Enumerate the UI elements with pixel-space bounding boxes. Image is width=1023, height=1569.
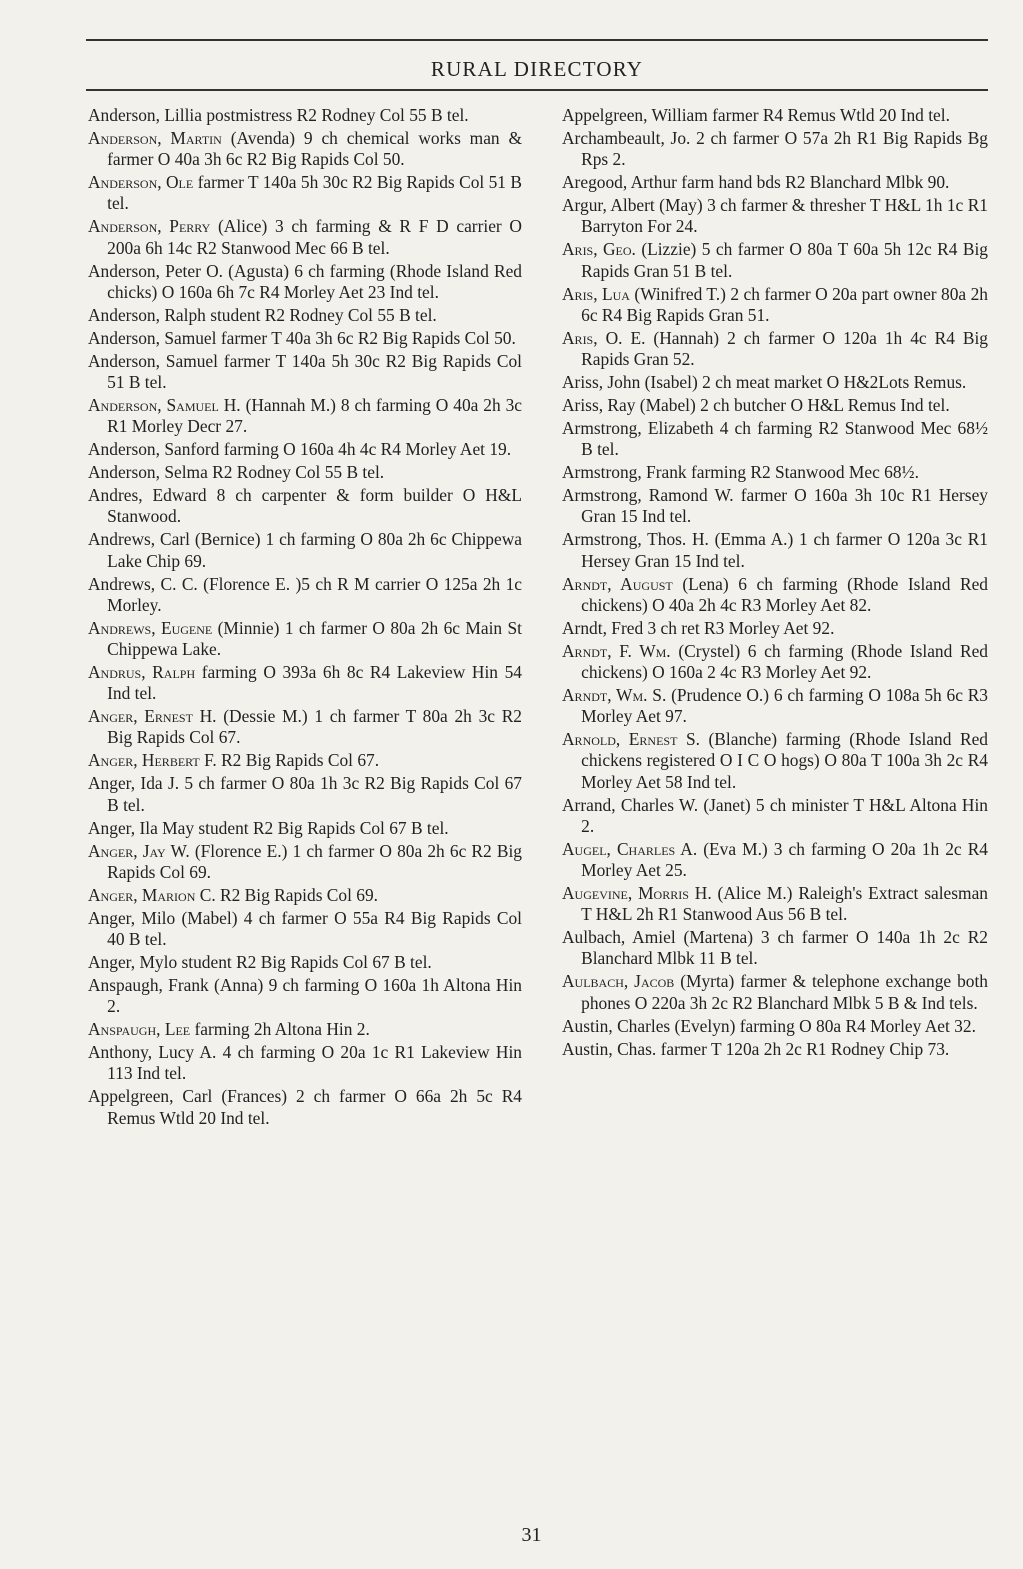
entry-details: (Hannah) 2 ch farmer O 120a 1h 4c R4 Big Rapids Gran 52. [581, 327, 988, 370]
directory-entry [88, 818, 522, 839]
entry-name: Aregood, Arthur [562, 172, 677, 193]
entry-name: Anderson, Selma [88, 462, 208, 483]
entry-name: Armstrong, Ramond W. [562, 485, 734, 506]
entry-details: 4 ch farming O 20a 1c R1 Lakeview Hin 113 Ind tel. [107, 1042, 522, 1084]
directory-entry [88, 351, 522, 393]
entry-name: Ariss, Ray [562, 395, 636, 416]
entry-name: Anderson, Perry [88, 216, 211, 237]
entry-details: (Bernice) 1 ch farming O 80a 2h 6c Chippewa Lake Chip 69. [107, 529, 522, 571]
entry-details: 4 ch farming R2 Stanwood Mec 68½ B tel. [581, 418, 988, 460]
page-header: RURAL DIRECTORY [430, 57, 644, 81]
entry-details: (Lizzie) 5 ch farmer O 80a T 60a 5h 12c R4 Big Rapids Gran 51 B tel. [581, 239, 988, 281]
entry-details: (Winifred T.) 2 ch farmer O 20a part owner 80a 2h 6c R4 Big Rapids Gran 51. [581, 283, 988, 325]
entry-name: Anderson, Martin [88, 128, 222, 148]
entry-details: farming 2h Altona Hin 2. [190, 1019, 370, 1040]
entry-details: (Blanche) farming (Rhode Island Red chickens registered O I C O hogs) O 80a T 100a 3h 2c R4 Morley Aet 58 Ind tel. [581, 729, 988, 792]
entry-name: Argur, Albert [562, 195, 655, 216]
entry-name: Anthony, Lucy A. [88, 1042, 217, 1063]
entry-name: Archambeault, Jo. [562, 128, 691, 148]
entry-name: Anderson, Samuel [88, 327, 217, 348]
header-rule [86, 89, 988, 91]
entry-details: R2 Rodney Col 55 B tel. [207, 462, 385, 483]
entry-name: Anderson, Ole [88, 172, 194, 193]
entry-name: Appelgreen, Carl [88, 1086, 213, 1107]
entry-details: farmer T 140a 5h 30c R2 Big Rapids Col 51 B tel. [107, 350, 522, 393]
directory-entry [88, 574, 522, 616]
entry-name: Anderson, Sanford [88, 439, 220, 460]
entry-details: (Florence E. )5 ch R M carrier O 125a 2h 1c Morley. [107, 573, 522, 615]
entry-name: Anger, Milo [88, 907, 176, 928]
right-column [562, 105, 988, 1062]
entry-name: Arnold, Ernest S. [562, 729, 700, 750]
directory-entry [562, 729, 988, 793]
entry-details: (Alice M.) Raleigh's Extract salesman T H&L 2h R1 Stanwood Aus 56 B tel. [581, 883, 988, 925]
directory-entry [88, 328, 522, 349]
entry-details: 2 ch farmer O 57a 2h R1 Big Rapids Bg Rps 2. [581, 128, 988, 170]
directory-entry [88, 750, 522, 771]
entry-details: (Agusta) 6 ch farming (Rhode Island Red chicks) O 160a 6h 7c R4 Morley Aet 23 Ind tel. [107, 260, 522, 302]
directory-entry [562, 795, 988, 837]
directory-entry [88, 395, 522, 437]
entry-name: Anger, Ila May [88, 817, 195, 838]
entry-name: Anderson, Samuel [88, 350, 218, 371]
entry-details: farmer T 140a 5h 30c R2 Big Rapids Col 51 B tel. [107, 172, 522, 214]
entry-name: Armstrong, Elizabeth [562, 418, 714, 439]
entry-details: (Prudence O.) 6 ch farming O 108a 5h 6c R3 Morley Aet 97. [581, 685, 989, 727]
entry-details: (Martena) 3 ch farmer O 140a 1h 2c R2 Blanchard Mlbk 11 B tel. [581, 927, 988, 969]
directory-entry [88, 128, 522, 170]
entry-name: Anger, Herbert F. [88, 750, 217, 771]
directory-entry [562, 462, 988, 483]
entry-name: Anderson, Ralph [88, 304, 206, 325]
directory-entry [88, 952, 522, 973]
directory-entry [88, 529, 522, 571]
entry-name: Arrand, Charles W. [562, 794, 699, 815]
entry-name: Appelgreen, William [562, 105, 708, 125]
entry-details: farming O 160a 4h 4c R4 Morley Aet 19. [219, 439, 512, 460]
entry-name: Andres, Edward [88, 485, 207, 506]
entry-details: farming R2 Stanwood Mec 68½. [686, 462, 919, 483]
entry-name: Anger, Ernest H. [88, 706, 217, 727]
entry-details: farmer O 160a 3h 10c R1 Hersey Gran 15 Ind tel. [581, 485, 988, 527]
entry-details: (Frances) 2 ch farmer O 66a 2h 5c R4 Remus Wtld 20 Ind tel. [107, 1086, 522, 1128]
directory-entry [88, 706, 522, 748]
entry-details: (Florence E.) 1 ch farmer O 80a 2h 6c R2 Big Rapids Col 69. [107, 840, 522, 882]
entry-details: 8 ch carpenter & form builder O H&L Stanwood. [107, 485, 522, 527]
directory-entry [88, 908, 522, 950]
entry-details: farm hand bds R2 Blanchard Mlbk 90. [676, 172, 950, 193]
directory-entry [88, 261, 522, 303]
entry-details: (Lena) 6 ch farming (Rhode Island Red chickens) O 40a 2h 4c R3 Morley Aet 82. [581, 573, 988, 615]
entry-name: Ariss, John [562, 372, 641, 393]
directory-entry [562, 883, 988, 925]
entry-name: Anger, Jay W. [88, 840, 190, 861]
entry-details: (Janet) 5 ch minister T H&L Altona Hin 2. [581, 794, 988, 836]
entry-name: Aulbach, Jacob [562, 971, 675, 992]
top-rule [86, 39, 988, 41]
entry-details: (May) 3 ch farmer & thresher T H&L 1h 1c R1 Barryton For 24. [581, 195, 988, 237]
entry-details: (Anna) 9 ch farming O 160a 1h Altona Hin 2. [107, 975, 522, 1017]
entry-name: Augevine, Morris H. [562, 883, 712, 904]
entry-details: farmer T 40a 3h 6c R2 Big Rapids Col 50. [216, 327, 516, 348]
directory-entry [562, 395, 988, 416]
entry-details: student R2 Rodney Col 55 B tel. [205, 304, 437, 325]
entry-name: Anger, Ida J. [88, 773, 180, 794]
directory-entry [562, 195, 988, 237]
entry-name: Aris, O. E. [562, 327, 646, 348]
directory-entry [562, 328, 988, 370]
directory-entry [562, 105, 988, 126]
entry-details: (Minnie) 1 ch farmer O 80a 2h 6c Main St Chippewa Lake. [107, 617, 522, 660]
entry-details: (Isabel) 2 ch meat market O H&2Lots Remus. [640, 372, 967, 393]
directory-entry [562, 529, 988, 571]
entry-name: Andrews, Carl [88, 529, 190, 550]
entry-details: farmer T 120a 2h 2c R1 Rodney Chip 73. [656, 1038, 950, 1059]
entry-name: Arndt, F. Wm. [562, 640, 671, 661]
entry-details: R2 Big Rapids Col 67. [216, 750, 380, 771]
entry-details: (Emma A.) 1 ch farmer O 120a 3c R1 Hersey Gran 15 Ind tel. [581, 529, 988, 571]
directory-entry [562, 574, 988, 616]
left-column [88, 105, 522, 1131]
directory-entry [88, 885, 522, 906]
directory-entry [562, 372, 988, 393]
directory-entry [562, 641, 988, 683]
entry-details: farming O 393a 6h 8c R4 Lakeview Hin 54 Ind tel. [107, 662, 522, 704]
directory-entry [88, 485, 522, 527]
entry-details: postmistress R2 Rodney Col 55 B tel. [201, 105, 469, 125]
directory-entry [88, 1086, 522, 1128]
entry-name: Anger, Marion C. [88, 884, 216, 905]
entry-name: Andrews, Eugene [88, 617, 213, 638]
entry-details: (Hannah M.) 8 ch farming O 40a 2h 3c R1 Morley Decr 27. [107, 395, 522, 437]
entry-name: Aulbach, Amiel [562, 927, 676, 948]
directory-entry [88, 1019, 522, 1040]
directory-entry [88, 618, 522, 660]
entry-name: Austin, Charles [562, 1015, 671, 1036]
entry-details: 3 ch ret R3 Morley Aet 92. [643, 617, 835, 638]
entry-name: Anderson, Peter O. [88, 260, 223, 281]
directory-entry [562, 927, 988, 969]
directory-entry [562, 1039, 988, 1060]
entry-name: Anspaugh, Frank [88, 975, 209, 996]
entry-details: (Crystel) 6 ch farming (Rhode Island Red chickens) O 160a 2 4c R3 Morley Aet 92. [581, 640, 989, 683]
directory-entry [562, 485, 988, 527]
directory-entry [562, 1016, 988, 1037]
entry-name: Aris, Lua [562, 283, 630, 304]
entry-name: Arndt, August [562, 573, 673, 594]
entry-details: farmer R4 Remus Wtld 20 Ind tel. [707, 105, 950, 125]
entry-details: (Eva M.) 3 ch farming O 20a 1h 2c R4 Morley Aet 25. [581, 838, 988, 881]
entry-details: (Mabel) 2 ch butcher O H&L Remus Ind tel. [635, 395, 950, 416]
entry-details: (Alice) 3 ch farming & R F D carrier O 200a 6h 14c R2 Stanwood Mec 66 B tel. [107, 216, 522, 258]
entry-details: (Mabel) 4 ch farmer O 55a R4 Big Rapids Col 40 B tel. [107, 907, 522, 950]
directory-entry [88, 216, 522, 258]
entry-details: (Evelyn) farming O 80a R4 Morley Aet 32. [670, 1015, 976, 1036]
entry-name: Andrews, C. C. [88, 573, 198, 594]
directory-entry [88, 773, 522, 815]
directory-entry [562, 971, 988, 1013]
directory-entry [562, 172, 988, 193]
directory-entry [88, 462, 522, 483]
entry-name: Anger, Mylo [88, 952, 178, 973]
directory-entry [88, 172, 522, 214]
entry-details: (Avenda) 9 ch chemical works man & farmer O 40a 3h 6c R2 Big Rapids Col 50. [107, 128, 522, 170]
entry-details: student R2 Big Rapids Col 67 B tel. [194, 817, 449, 838]
directory-entry [562, 839, 988, 881]
entry-name: Andrus, Ralph [88, 662, 196, 683]
entry-name: Austin, Chas. [562, 1038, 657, 1059]
directory-entry [88, 439, 522, 460]
directory-entry [88, 975, 522, 1017]
entry-details: (Myrta) farmer & telephone exchange both phones O 220a 3h 2c R2 Blanchard Mlbk 5 B & Ind tels. [581, 971, 988, 1013]
directory-entry [562, 685, 988, 727]
directory-entry [562, 239, 988, 281]
entry-details: R2 Big Rapids Col 69. [215, 884, 379, 905]
entry-name: Anderson, Samuel H. [88, 395, 241, 416]
entry-name: Anspaugh, Lee [88, 1019, 191, 1040]
entry-name: Aris, Geo. [562, 239, 636, 260]
entry-name: Armstrong, Frank [562, 462, 687, 483]
entry-details: (Dessie M.) 1 ch farmer T 80a 2h 3c R2 Big Rapids Col 67. [107, 706, 522, 748]
directory-entry [88, 305, 522, 326]
directory-entry [88, 841, 522, 883]
entry-details: 5 ch farmer O 80a 1h 3c R2 Big Rapids Col 67 B tel. [107, 773, 522, 815]
page-number: 31 [521, 1524, 542, 1546]
entry-name: Arndt, Fred [562, 617, 644, 638]
directory-entry [88, 662, 522, 704]
entry-name: Arndt, Wm. S. [562, 685, 667, 706]
entry-name: Augel, Charles A. [562, 838, 698, 859]
entry-details: student R2 Big Rapids Col 67 B tel. [177, 952, 432, 973]
directory-entry [562, 618, 988, 639]
entry-name: Armstrong, Thos. H. [562, 529, 709, 550]
directory-entry [562, 128, 988, 170]
entry-name: Anderson, Lillia [88, 105, 202, 125]
directory-entry [88, 105, 522, 126]
directory-entry [88, 1042, 522, 1084]
directory-entry [562, 284, 988, 326]
directory-entry [562, 418, 988, 460]
